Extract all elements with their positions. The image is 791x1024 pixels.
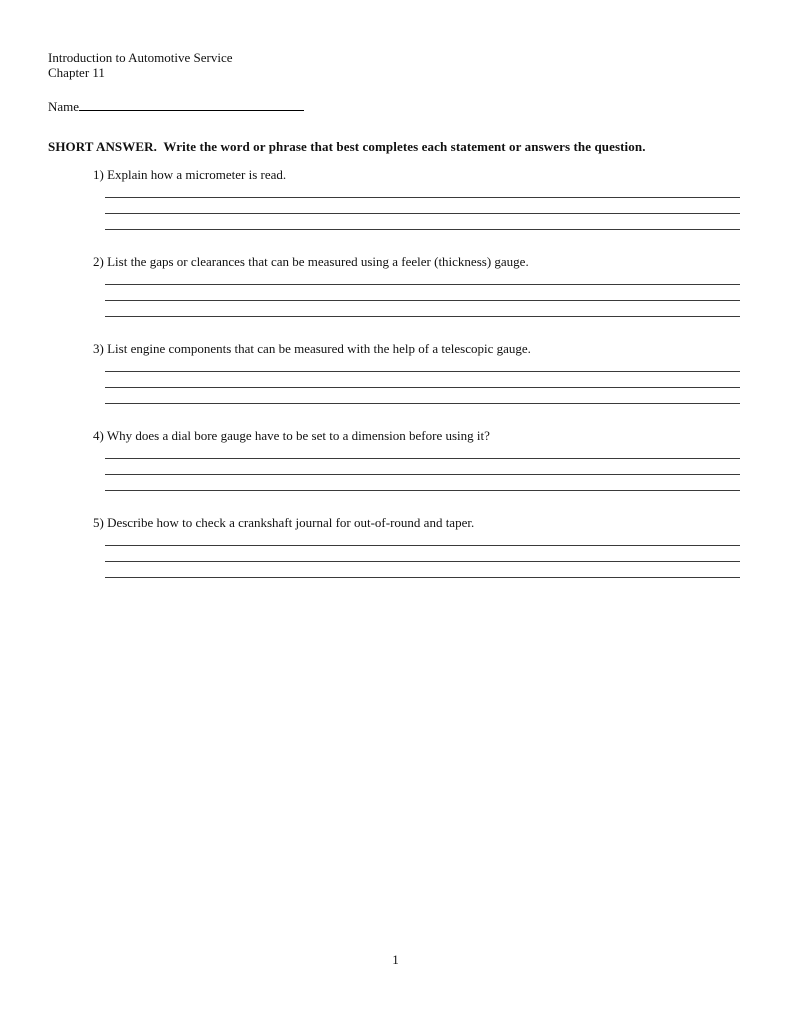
question-text (93, 341, 740, 356)
question-2 (48, 254, 740, 317)
question-body: List engine components that can be measured with the help of a telescopic gauge. (107, 341, 531, 356)
answer-line (105, 301, 740, 317)
answer-lines (105, 443, 740, 491)
question-body: Explain how a micrometer is read. (107, 167, 287, 182)
answer-line (105, 530, 740, 546)
question-number: 1) (93, 167, 104, 182)
name-blank-line (79, 97, 304, 111)
page-number: 1 (392, 952, 399, 967)
question-text (93, 428, 740, 443)
answer-line (105, 182, 740, 198)
answer-line (105, 269, 740, 285)
answer-line (105, 475, 740, 491)
question-number: 5) (93, 515, 104, 530)
answer-line (105, 459, 740, 475)
section-instructions: SHORT ANSWER. Write the word or phrase that best completes each statement or answers the question. (48, 139, 646, 154)
question-text (93, 254, 740, 269)
name-row (48, 97, 740, 114)
question-body: Why does a dial bore gauge have to be set to a dimension before using it? (106, 428, 490, 443)
answer-line (105, 546, 740, 562)
question-number: 4) (93, 428, 104, 443)
answer-lines (105, 530, 740, 578)
question-body: Describe how to check a crankshaft journal for out-of-round and taper. (107, 515, 475, 530)
question-text (93, 167, 740, 182)
answer-line (105, 443, 740, 459)
answer-line (105, 214, 740, 230)
question-1 (48, 167, 740, 230)
answer-lines (105, 356, 740, 404)
document-header (48, 50, 740, 80)
chapter-label: Chapter 11 (48, 65, 105, 80)
course-title: Introduction to Automotive Service (48, 50, 233, 65)
answer-line (105, 285, 740, 301)
answer-lines (105, 269, 740, 317)
answer-line (105, 562, 740, 578)
question-3 (48, 341, 740, 404)
answer-line (105, 372, 740, 388)
answer-line (105, 356, 740, 372)
question-text (93, 515, 740, 530)
question-number: 2) (93, 254, 104, 269)
question-number: 3) (93, 341, 104, 356)
question-list (48, 167, 740, 578)
answer-line (105, 388, 740, 404)
name-label: Name (48, 99, 80, 114)
answer-line (105, 198, 740, 214)
question-5 (48, 515, 740, 578)
answer-lines (105, 182, 740, 230)
question-4 (48, 428, 740, 491)
question-body: List the gaps or clearances that can be measured using a feeler (thickness) gauge. (107, 254, 529, 269)
